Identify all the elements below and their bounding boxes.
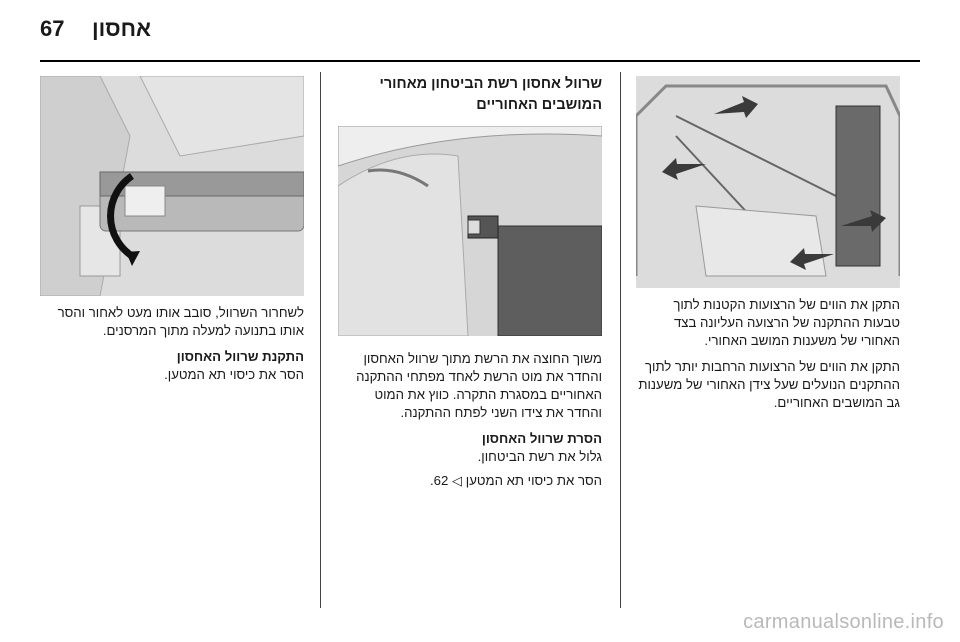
storage-sleeve-illustration <box>40 76 304 296</box>
page-number: 67 <box>40 16 65 41</box>
roll-net-instruction: גלול את רשת הביטחון. <box>477 449 602 464</box>
install-sleeve-instructions: הסר את כיסוי תא המטען. <box>164 367 304 382</box>
safety-net-heading: שרוול אחסון רשת הביטחון מאחורי המושבים האחוריים <box>379 76 602 113</box>
column-divider <box>620 72 621 608</box>
sleeve-release-instructions: לשחרור השרוול, סובב אותו מעט לאחור והסר אותו בתנועה למעלה מתוך המרסנים. <box>57 305 304 338</box>
install-sleeve-heading: התקנת שרוול האחסון <box>176 349 304 364</box>
remove-cover-instruction: הסר את כיסוי תא המטען ◁ 62. <box>429 473 602 488</box>
section-title: אחסון <box>92 16 152 41</box>
column-divider <box>320 72 321 608</box>
wide-straps-instructions: התקן את הווים של הרצועות הרחבות יותר לתוך ההתקנים הנועלים שעל צידן האחורי של משענות גב המושבים האחוריים. <box>638 359 900 410</box>
page-header <box>0 0 960 62</box>
storage-sleeve-figure <box>40 76 304 296</box>
strap-installation-figure <box>636 76 900 288</box>
small-straps-instructions: התקן את הווים של הרצועות הקטנות לתוך טבעות ההתקנה של הרצועה העליונה בצד האחורי של משענות המושב האחורי. <box>673 297 900 348</box>
middle-text <box>338 350 602 498</box>
watermark: carmanualsonline.info <box>743 611 944 633</box>
safety-net-illustration <box>338 126 602 336</box>
remove-sleeve-heading: הסרת שרוול האחסון <box>481 431 602 446</box>
left-text <box>40 304 304 392</box>
safety-net-figure <box>338 126 602 336</box>
strap-installation-illustration <box>636 76 900 288</box>
right-text <box>636 296 900 420</box>
install-net-instructions: משוך החוצה את הרשת מתוך שרוול האחסון והחדר את מוט הרשת לאחד מפתחי ההתקנה האחוריים במסגרת התקרה. כווץ את המוט והחדר את צידו השני לפתח ההתקנה. <box>356 351 602 420</box>
header-rule <box>40 60 920 62</box>
